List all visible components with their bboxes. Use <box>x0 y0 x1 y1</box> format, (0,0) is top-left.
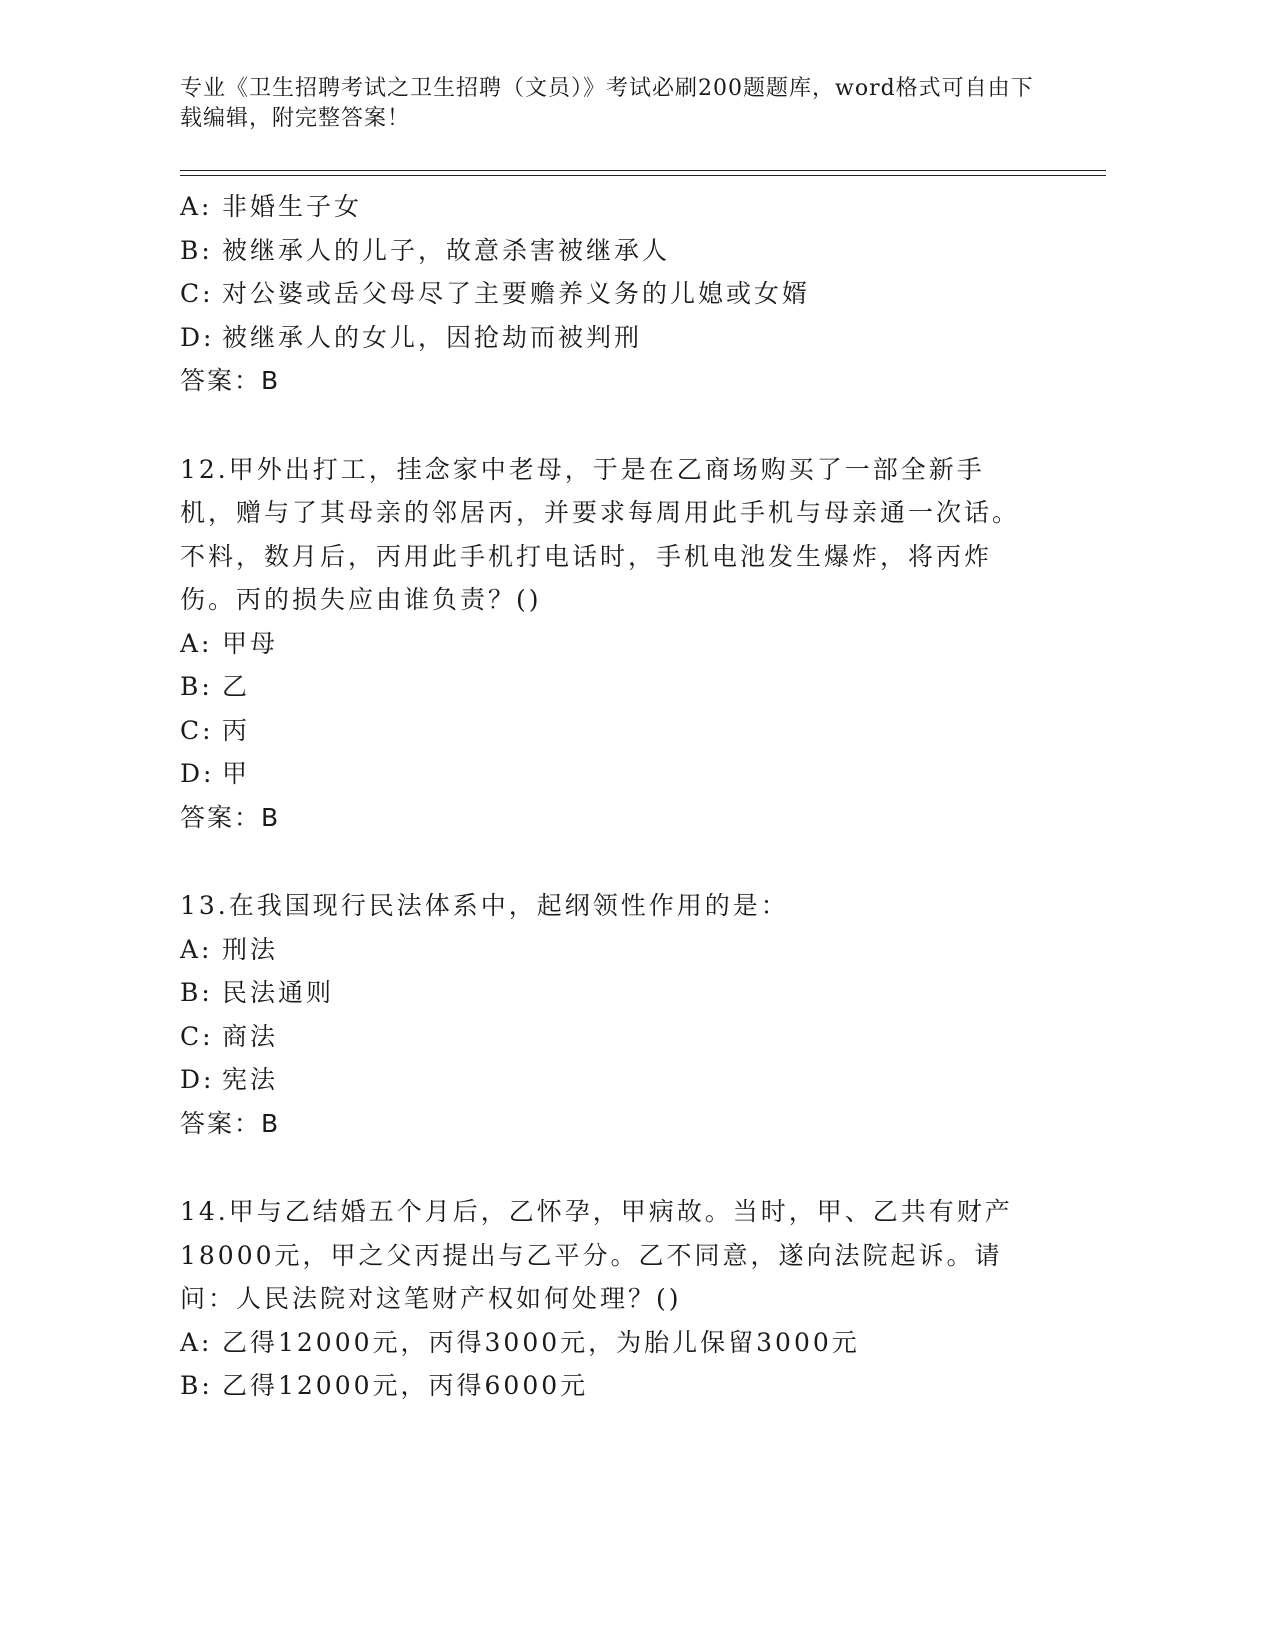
option-d: D: 甲 <box>180 759 251 788</box>
option-a: A: 甲母 <box>180 628 279 658</box>
option-c: C: 丙 <box>180 715 251 745</box>
question-text: 12.甲外出打工，挂念家中老母，于是在乙商场购买了一部全新手机，赠与了其母亲的邻居丙，并要求每周用此手机与母亲通一次话。不料，数月后，丙用此手机打电话时，手机电池发生爆炸，将丙炸伤。丙的损失应由谁负责？() <box>180 454 1021 614</box>
option-d: D: 宪法 <box>180 1065 279 1094</box>
option-b: B: 乙得12000元，丙得6000元 <box>180 1371 589 1400</box>
document-header: 专业《卫生招聘考试之卫生招聘（文员）》考试必刷200题题库，word格式可自由下载编辑，附完整答案！ <box>180 76 1034 131</box>
header-divider <box>180 170 1106 176</box>
question-14-block <box>180 1190 1110 1408</box>
option-b: B: 乙 <box>180 672 251 701</box>
option-c: C: 对公婆或岳父母尽了主要赡养义务的儿媳或女婿 <box>180 279 811 308</box>
answer-line: 答案：B <box>180 366 281 395</box>
option-d: D: 被继承人的女儿，因抢劫而被判刑 <box>180 322 643 352</box>
option-b: B: 被继承人的儿子，故意杀害被继承人 <box>180 235 671 265</box>
question-content <box>180 185 1110 1408</box>
question-text: 14.甲与乙结婚五个月后，乙怀孕，甲病故。当时，甲、乙共有财产18000元，甲之父丙提出与乙平分。乙不同意，遂向法院起诉。请问：人民法院对这笔财产权如何处理？() <box>180 1197 1013 1313</box>
question-text: 13.在我国现行民法体系中，起纲领性作用的是： <box>180 891 789 920</box>
option-a: A: 乙得12000元，丙得3000元，为胎儿保留3000元 <box>180 1327 860 1357</box>
option-c: C: 商法 <box>180 1021 279 1051</box>
option-a: A: 刑法 <box>180 934 279 964</box>
question-12-block <box>180 448 1110 840</box>
answer-line: 答案：B <box>180 1108 281 1138</box>
option-b: B: 民法通则 <box>180 978 335 1007</box>
question-11-block <box>180 185 1110 403</box>
option-a: A: 非婚生子女 <box>180 192 363 221</box>
question-13-block <box>180 884 1110 1145</box>
answer-line: 答案：B <box>180 802 281 832</box>
